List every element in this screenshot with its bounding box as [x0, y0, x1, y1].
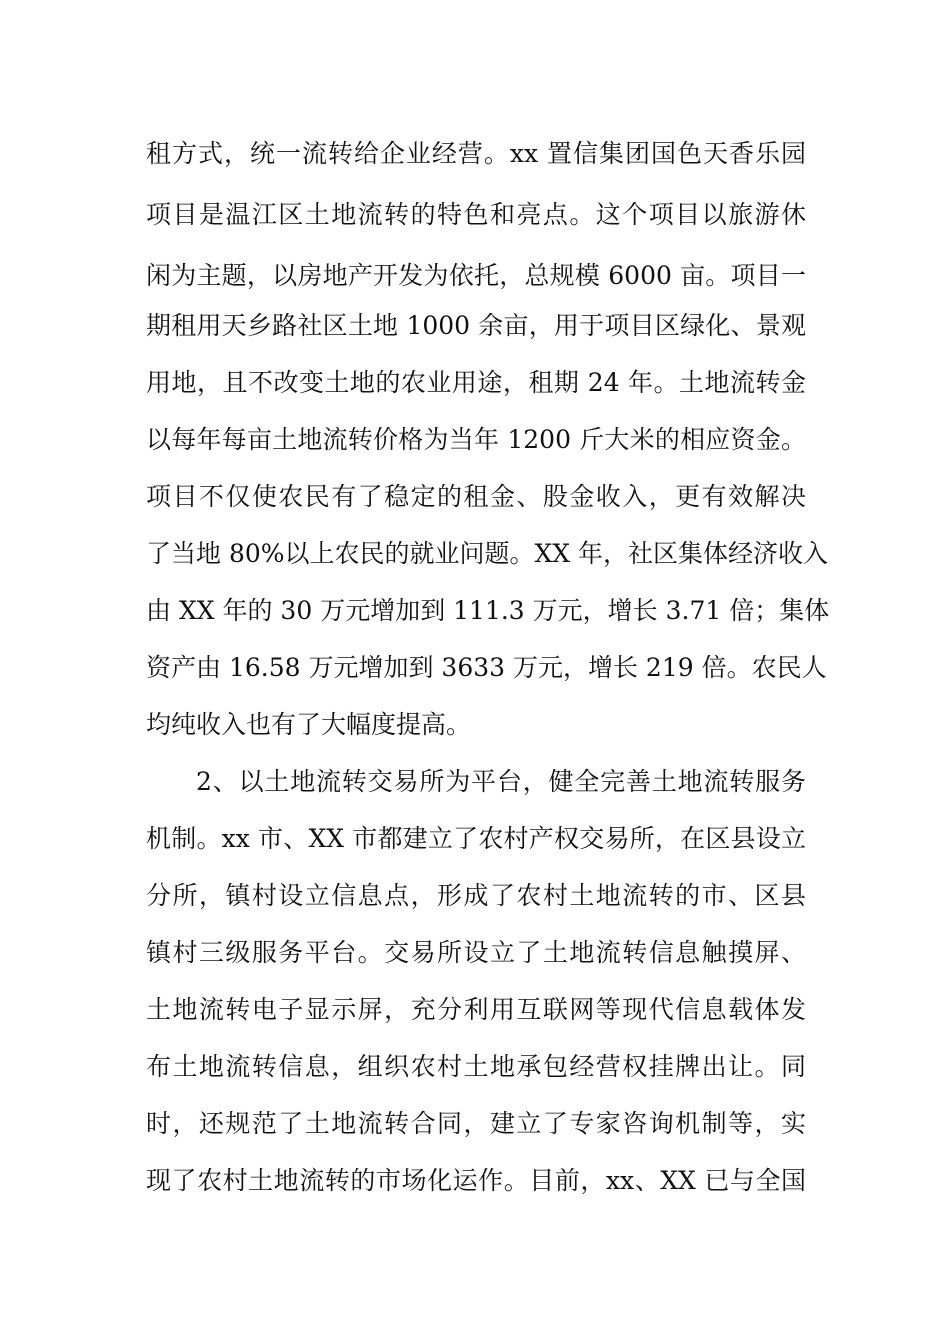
body-text-line: 期租用天乡路社区土地 1000 余亩，用于项目区绿化、景观: [146, 311, 806, 340]
body-text-line: 土地流转电子显示屏，充分利用互联网等现代信息载体发: [146, 995, 806, 1024]
body-text-line: 由 XX 年的 30 万元增加到 111.3 万元，增长 3.71 倍；集体: [146, 596, 830, 625]
body-text-line: 镇村三级服务平台。交易所设立了土地流转信息触摸屏、: [146, 938, 806, 967]
body-text-line: 布土地流转信息，组织农村土地承包经营权挂牌出让。同: [146, 1052, 806, 1081]
body-text-line: 租方式，统一流转给企业经营。xx 置信集团国色天香乐园: [146, 139, 806, 168]
body-text-line: 分所，镇村设立信息点，形成了农村土地流转的市、区县: [146, 881, 806, 910]
body-text-line: 闲为主题，以房地产开发为依托，总规模 6000 亩。项目一: [146, 261, 806, 290]
body-text-line: 机制。xx 市、XX 市都建立了农村产权交易所，在区县设立: [146, 824, 806, 853]
body-text-line: 项目不仅使农民有了稳定的租金、股金收入，更有效解决: [146, 482, 806, 511]
body-text-line: 了当地 80%以上农民的就业问题。XX 年，社区集体经济收入: [146, 539, 829, 568]
paragraph-heading-line: 2、以土地流转交易所为平台，健全完善土地流转服务: [196, 767, 806, 796]
body-text-line: 项目是温江区土地流转的特色和亮点。这个项目以旅游休: [146, 200, 806, 229]
body-text-line: 现了农村土地流转的市场化运作。目前，xx、XX 已与全国: [146, 1166, 806, 1195]
body-text-line: 均纯收入也有了大幅度提高。: [146, 710, 472, 739]
body-text-line: 时，还规范了土地流转合同，建立了专家咨询机制等，实: [146, 1109, 806, 1138]
body-text-line: 用地，且不改变土地的农业用途，租期 24 年。土地流转金: [146, 368, 806, 397]
body-text-line: 资产由 16.58 万元增加到 3633 万元，增长 219 倍。农民人: [146, 653, 827, 682]
body-text-line: 以每年每亩土地流转价格为当年 1200 斤大米的相应资金。: [146, 425, 806, 454]
